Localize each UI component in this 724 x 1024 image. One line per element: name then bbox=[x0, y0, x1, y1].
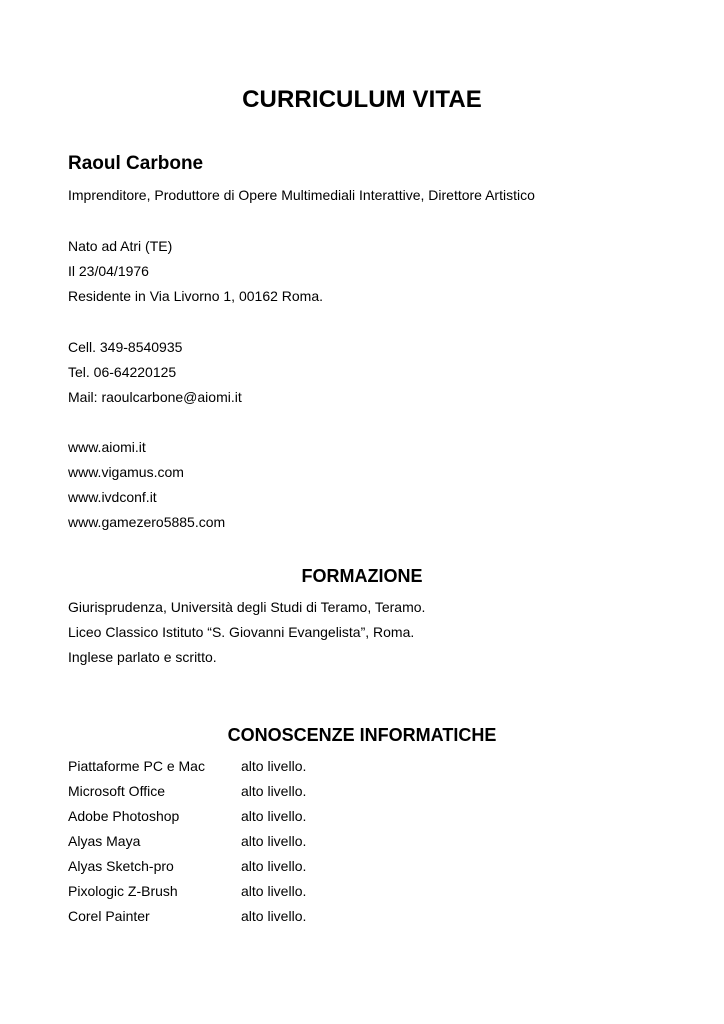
skill-row bbox=[68, 781, 668, 801]
skill-name: Piattaforme PC e Mac bbox=[68, 758, 205, 774]
document-title: CURRICULUM VITAE bbox=[242, 86, 482, 113]
formazione-item: Inglese parlato e scritto. bbox=[68, 649, 217, 665]
residence: Residente in Via Livorno 1, 00162 Roma. bbox=[68, 288, 324, 304]
skill-row bbox=[68, 881, 668, 901]
skill-level: alto livello. bbox=[241, 758, 307, 774]
formazione-heading: FORMAZIONE bbox=[301, 566, 423, 586]
formazione-item: Giurisprudenza, Università degli Studi di Teramo, Teramo. bbox=[68, 599, 426, 615]
website-link: www.aiomi.it bbox=[68, 439, 146, 455]
skill-name: Corel Painter bbox=[68, 908, 150, 924]
website-link: www.ivdconf.it bbox=[68, 489, 157, 505]
skill-level: alto livello. bbox=[241, 783, 307, 799]
skill-row bbox=[68, 831, 668, 851]
cell-phone: Cell. 349-8540935 bbox=[68, 339, 183, 355]
skill-row bbox=[68, 906, 668, 926]
person-roles: Imprenditore, Produttore di Opere Multimediali Interattive, Direttore Artistico bbox=[68, 187, 535, 203]
person-name: Raoul Carbone bbox=[68, 153, 204, 174]
skill-name: Pixologic Z-Brush bbox=[68, 883, 178, 899]
skill-level: alto livello. bbox=[241, 833, 307, 849]
skill-name: Microsoft Office bbox=[68, 783, 165, 799]
website-link: www.gamezero5885.com bbox=[68, 514, 226, 530]
telephone: Tel. 06-64220125 bbox=[68, 364, 177, 380]
skill-row bbox=[68, 806, 668, 826]
formazione-item: Liceo Classico Istituto “S. Giovanni Evangelista”, Roma. bbox=[68, 624, 415, 640]
skill-level: alto livello. bbox=[241, 858, 307, 874]
email: Mail: raoulcarbone@aiomi.it bbox=[68, 389, 242, 405]
birthdate: Il 23/04/1976 bbox=[68, 263, 149, 279]
birthplace: Nato ad Atri (TE) bbox=[68, 238, 173, 254]
skill-row bbox=[68, 856, 668, 876]
website-link: www.vigamus.com bbox=[68, 464, 184, 480]
skill-row bbox=[68, 756, 668, 776]
skill-name: Alyas Sketch-pro bbox=[68, 858, 174, 874]
skill-name: Adobe Photoshop bbox=[68, 808, 180, 824]
skill-level: alto livello. bbox=[241, 908, 307, 924]
skill-level: alto livello. bbox=[241, 808, 307, 824]
conoscenze-heading: CONOSCENZE INFORMATICHE bbox=[227, 725, 497, 745]
skill-name: Alyas Maya bbox=[68, 833, 141, 849]
skill-level: alto livello. bbox=[241, 883, 307, 899]
